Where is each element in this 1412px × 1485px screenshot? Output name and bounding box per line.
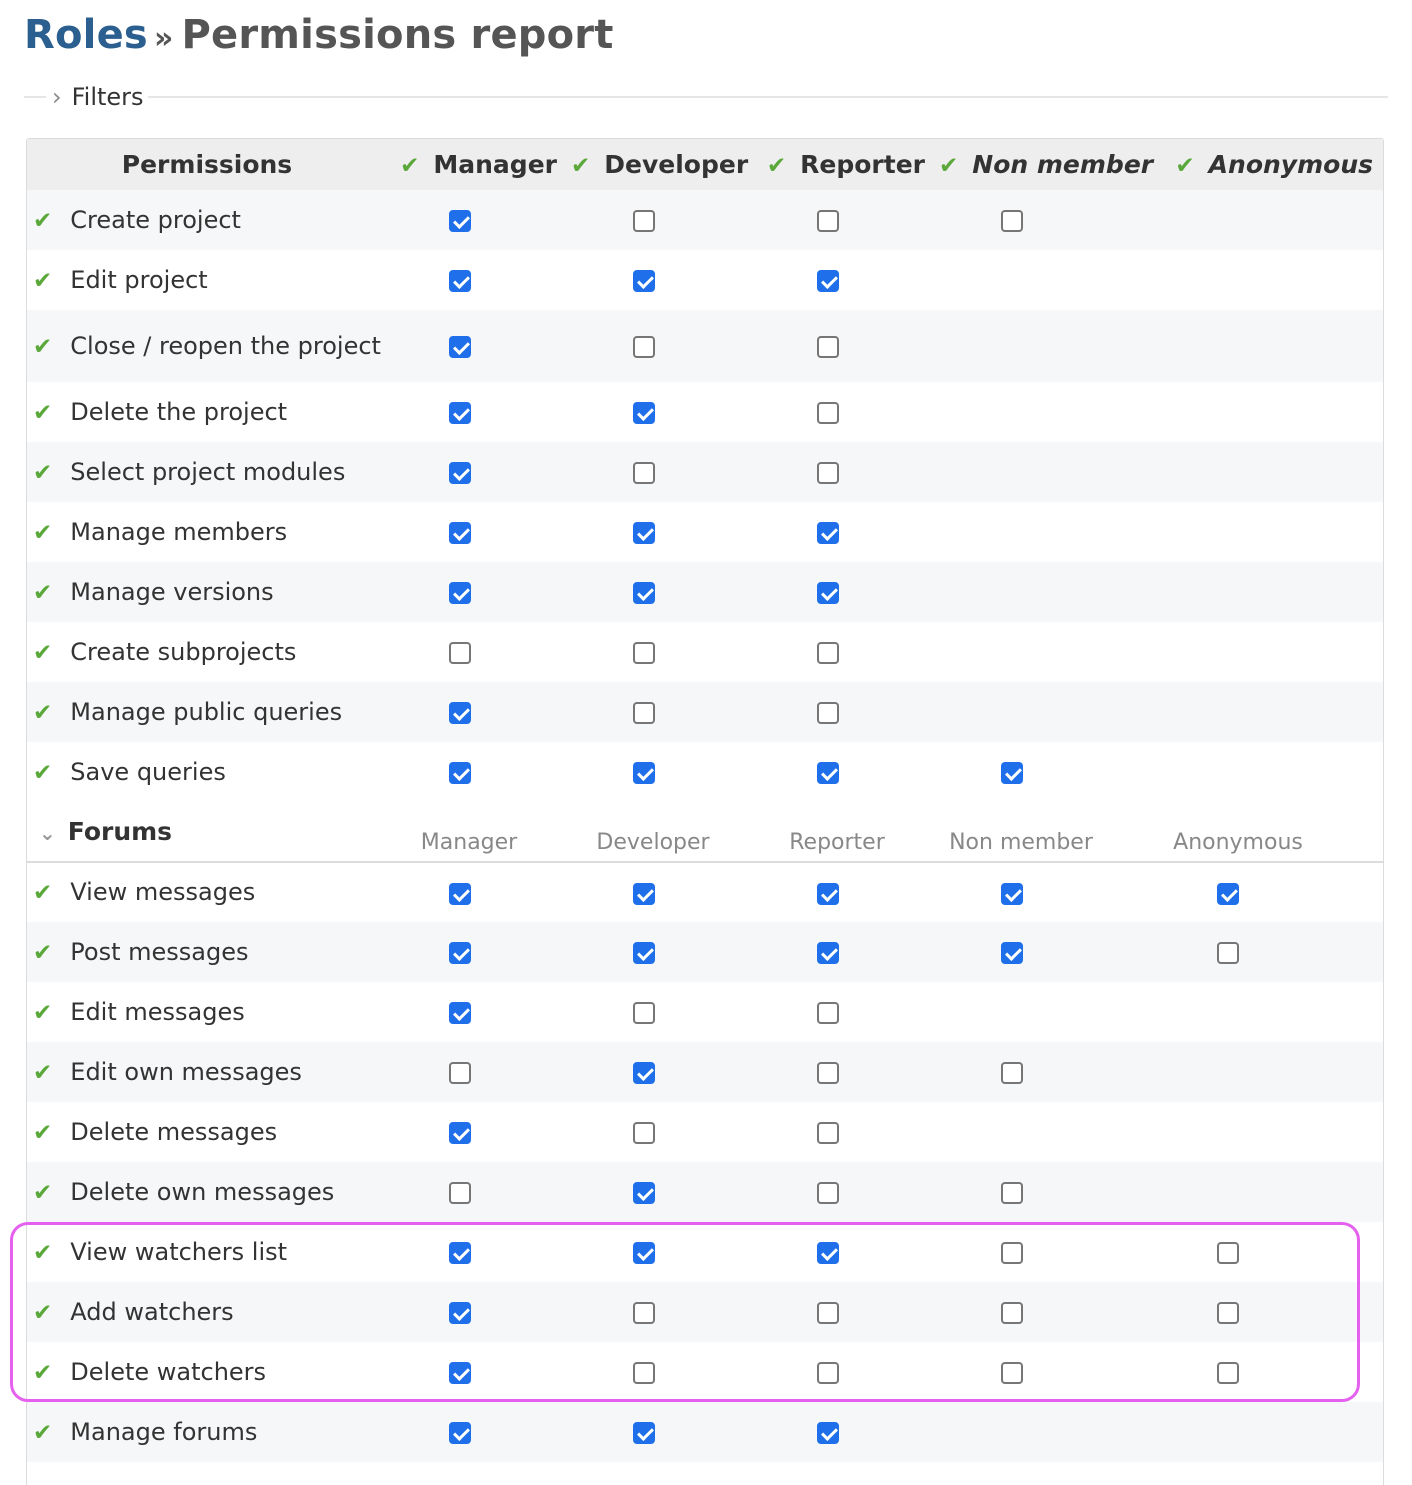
permission-checkbox[interactable]: [817, 942, 839, 964]
permission-label: Delete the project: [70, 397, 288, 426]
permission-cell-developer: [571, 742, 755, 802]
permission-cell-anon: [1123, 742, 1383, 802]
permission-cell-reporter: [755, 562, 939, 622]
table-row: [27, 1222, 1383, 1282]
table-row: [27, 922, 1383, 982]
permission-cell-manager: [387, 502, 571, 562]
check-all-icon[interactable]: ✔: [33, 1179, 53, 1206]
permission-checkbox[interactable]: [633, 1062, 655, 1084]
check-all-icon[interactable]: ✔: [33, 1059, 53, 1086]
permission-name-cell: [27, 442, 387, 502]
permission-checkbox[interactable]: [817, 1122, 839, 1144]
permission-cell-developer: [571, 1222, 755, 1282]
permission-label: Create project: [70, 205, 241, 234]
permission-checkbox[interactable]: [633, 582, 655, 604]
check-all-icon[interactable]: ✔: [33, 1299, 53, 1326]
check-all-icon[interactable]: ✔: [400, 153, 420, 179]
permission-cell-reporter: [755, 382, 939, 442]
permission-name-cell: [27, 982, 387, 1042]
permission-checkbox[interactable]: [633, 1362, 655, 1384]
forums-role-label: Anonymous: [1123, 802, 1383, 862]
permission-label: Add watchers: [70, 1297, 234, 1326]
permission-cell-anon: [1123, 1342, 1383, 1402]
permission-label: Delete watchers: [70, 1357, 267, 1386]
table-row: [27, 382, 1383, 442]
permission-label: Edit own messages: [70, 1057, 302, 1086]
table-row: [27, 862, 1383, 922]
permission-checkbox[interactable]: [817, 522, 839, 544]
permission-checkbox[interactable]: [633, 1122, 655, 1144]
permission-checkbox[interactable]: [817, 582, 839, 604]
forums-role-label: Reporter: [755, 802, 939, 862]
permission-cell-reporter: [755, 310, 939, 382]
permission-cell-anon: [1123, 682, 1383, 742]
check-all-icon[interactable]: ✔: [33, 1419, 53, 1446]
permission-cell-reporter: [755, 922, 939, 982]
permission-cell-developer: [571, 1162, 755, 1222]
check-all-icon[interactable]: ✔: [33, 333, 53, 360]
permission-name-cell: [27, 1282, 387, 1342]
permission-cell-reporter: [755, 442, 939, 502]
permission-cell-developer: [571, 382, 755, 442]
permission-checkbox[interactable]: [633, 1002, 655, 1024]
forums-group-header-body: [27, 802, 1383, 862]
permission-cell-developer: [571, 310, 755, 382]
table-row: [27, 1042, 1383, 1102]
permission-cell-reporter: [755, 1222, 939, 1282]
permission-cell-anon: [1123, 1042, 1383, 1102]
permission-label: Manage public queries: [70, 697, 343, 726]
permission-label: Delete own messages: [70, 1177, 335, 1206]
forum-permissions-body: [27, 862, 1383, 1462]
permission-checkbox[interactable]: [449, 270, 471, 292]
permission-cell-manager: [387, 382, 571, 442]
project-permissions-body: [27, 190, 1383, 802]
permission-name-cell: [27, 382, 387, 442]
permission-checkbox[interactable]: [449, 1302, 471, 1324]
permission-checkbox[interactable]: [449, 582, 471, 604]
permission-checkbox[interactable]: [633, 642, 655, 664]
permission-name-cell: [27, 250, 387, 310]
permission-cell-developer: [571, 682, 755, 742]
permission-cell-reporter: [755, 742, 939, 802]
permission-cell-nonmember: [939, 862, 1123, 922]
permissions-table-container: [26, 138, 1384, 1485]
permission-cell-nonmember: [939, 1402, 1123, 1462]
check-all-icon[interactable]: ✔: [766, 153, 787, 179]
permission-label: Edit project: [70, 265, 208, 294]
filters-divider: [24, 96, 1388, 98]
permission-cell-nonmember: [939, 190, 1123, 250]
permission-checkbox[interactable]: [1001, 1182, 1023, 1204]
permission-cell-manager: [387, 862, 571, 922]
permission-cell-anon: [1123, 862, 1383, 922]
permission-checkbox[interactable]: [817, 1002, 839, 1024]
permission-cell-reporter: [755, 190, 939, 250]
breadcrumb-separator: »: [153, 21, 174, 56]
permission-checkbox[interactable]: [449, 883, 471, 905]
permission-cell-manager: [387, 1162, 571, 1222]
permission-checkbox[interactable]: [817, 1242, 839, 1264]
permission-cell-nonmember: [939, 742, 1123, 802]
permission-cell-nonmember: [939, 922, 1123, 982]
permission-checkbox[interactable]: [633, 1302, 655, 1324]
permission-checkbox[interactable]: [449, 1422, 471, 1444]
permission-checkbox[interactable]: [449, 1242, 471, 1264]
permission-cell-manager: [387, 1222, 571, 1282]
table-row: [27, 250, 1383, 310]
forums-role-label: Developer: [571, 802, 755, 862]
check-all-icon[interactable]: ✔: [939, 153, 959, 179]
permission-cell-nonmember: [939, 1102, 1123, 1162]
permission-checkbox[interactable]: [449, 1002, 471, 1024]
permission-checkbox[interactable]: [817, 210, 839, 232]
permission-checkbox[interactable]: [449, 1362, 471, 1384]
permission-name-cell: [27, 502, 387, 562]
permission-checkbox[interactable]: [817, 270, 839, 292]
permission-cell-developer: [571, 442, 755, 502]
permission-cell-manager: [387, 922, 571, 982]
table-row: [27, 622, 1383, 682]
permission-label: Manage forums: [70, 1417, 258, 1446]
permission-cell-nonmember: [939, 1042, 1123, 1102]
check-all-icon[interactable]: ✔: [33, 639, 53, 666]
role-header-label[interactable]: Non member: [972, 150, 1154, 179]
permission-cell-nonmember: [939, 442, 1123, 502]
table-row: [27, 562, 1383, 622]
permission-checkbox[interactable]: [633, 462, 655, 484]
permission-cell-manager: [387, 1102, 571, 1162]
permission-name-cell: [27, 190, 387, 250]
role-header-label[interactable]: Anonymous: [1208, 150, 1373, 179]
permission-cell-developer: [571, 922, 755, 982]
forums-group-row: [27, 802, 1383, 862]
permission-checkbox[interactable]: [449, 702, 471, 724]
permission-checkbox[interactable]: [1001, 883, 1023, 905]
permission-cell-developer: [571, 622, 755, 682]
page-title-text: Permissions report: [181, 12, 614, 58]
permission-cell-developer: [571, 1342, 755, 1402]
permission-cell-anon: [1123, 1402, 1383, 1462]
permission-cell-reporter: [755, 1342, 939, 1402]
permission-checkbox[interactable]: [633, 1242, 655, 1264]
permission-checkbox[interactable]: [633, 1422, 655, 1444]
permission-name-cell: [27, 1162, 387, 1222]
role-header-manager: [387, 139, 571, 190]
permission-cell-reporter: [755, 682, 939, 742]
permission-label: Save queries: [70, 757, 226, 786]
permission-name-cell: [27, 1102, 387, 1162]
permission-cell-nonmember: [939, 562, 1123, 622]
permission-checkbox[interactable]: [817, 1062, 839, 1084]
check-all-icon[interactable]: ✔: [33, 759, 53, 786]
check-all-icon[interactable]: ✔: [33, 267, 53, 294]
permission-checkbox[interactable]: [633, 336, 655, 358]
table-row: [27, 442, 1383, 502]
role-header-label[interactable]: Reporter: [800, 150, 925, 179]
permission-cell-anon: [1123, 1222, 1383, 1282]
role-header-label[interactable]: Developer: [604, 150, 749, 179]
chevron-right-icon: ›: [52, 83, 62, 111]
check-all-icon[interactable]: ✔: [33, 939, 53, 966]
permission-checkbox[interactable]: [449, 642, 471, 664]
permission-checkbox[interactable]: [633, 883, 655, 905]
check-all-icon[interactable]: ✔: [33, 519, 53, 546]
role-header-label[interactable]: Manager: [433, 150, 557, 179]
chevron-down-icon[interactable]: ⌄: [39, 821, 56, 845]
check-all-icon[interactable]: ✔: [33, 699, 53, 726]
permission-cell-anon: [1123, 562, 1383, 622]
table-row: [27, 310, 1383, 382]
permission-checkbox[interactable]: [1001, 1242, 1023, 1264]
permission-cell-nonmember: [939, 1222, 1123, 1282]
permission-label: Delete messages: [70, 1117, 278, 1146]
table-row: [27, 982, 1383, 1042]
permission-checkbox[interactable]: [1001, 1302, 1023, 1324]
permission-checkbox[interactable]: [449, 762, 471, 784]
permission-label: Post messages: [70, 937, 249, 966]
permission-checkbox[interactable]: [1001, 1362, 1023, 1384]
permission-label: Manage members: [70, 517, 288, 546]
permission-checkbox[interactable]: [1001, 942, 1023, 964]
permission-cell-manager: [387, 310, 571, 382]
permission-name-cell: [27, 1042, 387, 1102]
permission-cell-manager: [387, 1342, 571, 1402]
permission-cell-manager: [387, 1402, 571, 1462]
permission-cell-anon: [1123, 1282, 1383, 1342]
permission-cell-reporter: [755, 1162, 939, 1222]
permission-checkbox[interactable]: [817, 402, 839, 424]
permission-checkbox[interactable]: [817, 336, 839, 358]
permission-label: Manage versions: [70, 577, 274, 606]
table-row: [27, 1282, 1383, 1342]
permission-cell-developer: [571, 862, 755, 922]
permission-cell-anon: [1123, 1162, 1383, 1222]
permission-checkbox[interactable]: [1217, 1302, 1239, 1324]
forums-group-toggle[interactable]: [27, 802, 387, 862]
permission-cell-anon: [1123, 382, 1383, 442]
table-row: [27, 1402, 1383, 1462]
forums-role-label: Non member: [939, 802, 1123, 862]
permission-cell-developer: [571, 502, 755, 562]
permission-checkbox[interactable]: [449, 1062, 471, 1084]
permission-cell-manager: [387, 982, 571, 1042]
permission-cell-reporter: [755, 1282, 939, 1342]
permission-checkbox[interactable]: [449, 210, 471, 232]
role-header-anonymous: [1123, 139, 1383, 190]
permission-checkbox[interactable]: [633, 210, 655, 232]
role-header-developer: [571, 139, 755, 190]
permission-cell-anon: [1123, 502, 1383, 562]
permission-checkbox[interactable]: [633, 702, 655, 724]
permission-cell-anon: [1123, 622, 1383, 682]
permission-cell-anon: [1123, 250, 1383, 310]
forums-group-label: Forums: [67, 817, 173, 846]
permission-cell-nonmember: [939, 382, 1123, 442]
permission-name-cell: [27, 310, 387, 382]
permission-cell-reporter: [755, 982, 939, 1042]
check-all-icon[interactable]: ✔: [33, 207, 53, 234]
permission-cell-anon: [1123, 442, 1383, 502]
permission-cell-anon: [1123, 310, 1383, 382]
table-row: [27, 190, 1383, 250]
permission-cell-reporter: [755, 250, 939, 310]
permission-checkbox[interactable]: [449, 402, 471, 424]
check-all-icon[interactable]: ✔: [33, 579, 53, 606]
permission-cell-nonmember: [939, 982, 1123, 1042]
filters-toggle[interactable]: [46, 82, 148, 112]
permission-cell-developer: [571, 190, 755, 250]
permission-checkbox[interactable]: [817, 702, 839, 724]
permission-name-cell: [27, 1222, 387, 1282]
permission-checkbox[interactable]: [1001, 210, 1023, 232]
permission-cell-reporter: [755, 862, 939, 922]
permission-checkbox[interactable]: [449, 462, 471, 484]
permission-checkbox[interactable]: [633, 942, 655, 964]
permission-cell-manager: [387, 1042, 571, 1102]
permission-cell-manager: [387, 442, 571, 502]
role-header-reporter: [755, 139, 939, 190]
permission-cell-nonmember: [939, 1282, 1123, 1342]
permission-cell-nonmember: [939, 250, 1123, 310]
permission-cell-developer: [571, 1282, 755, 1342]
table-row: [27, 502, 1383, 562]
permission-cell-reporter: [755, 1042, 939, 1102]
permission-cell-developer: [571, 1102, 755, 1162]
permission-cell-manager: [387, 622, 571, 682]
permission-checkbox[interactable]: [817, 1182, 839, 1204]
permission-checkbox[interactable]: [817, 1302, 839, 1324]
table-row: [27, 682, 1383, 742]
table-row: [27, 742, 1383, 802]
permission-name-cell: [27, 862, 387, 922]
permission-checkbox[interactable]: [1001, 1062, 1023, 1084]
permission-checkbox[interactable]: [1217, 1242, 1239, 1264]
check-all-icon[interactable]: ✔: [33, 1119, 53, 1146]
permission-checkbox[interactable]: [449, 1182, 471, 1204]
permission-cell-anon: [1123, 922, 1383, 982]
permission-label: Edit messages: [70, 997, 245, 1026]
filters-fieldset: [24, 82, 1388, 112]
permission-cell-manager: [387, 1282, 571, 1342]
filters-label: Filters: [71, 83, 144, 111]
permission-checkbox[interactable]: [1217, 942, 1239, 964]
permission-label: Create subprojects: [70, 637, 297, 666]
permission-name-cell: [27, 622, 387, 682]
table-row: [27, 1102, 1383, 1162]
permission-checkbox[interactable]: [633, 762, 655, 784]
permission-cell-developer: [571, 1402, 755, 1462]
permission-cell-reporter: [755, 502, 939, 562]
permission-label: Close / reopen the project: [70, 331, 381, 360]
permission-checkbox[interactable]: [1001, 762, 1023, 784]
permission-cell-anon: [1123, 982, 1383, 1042]
permission-name-cell: [27, 922, 387, 982]
permission-checkbox[interactable]: [633, 1182, 655, 1204]
check-all-icon[interactable]: ✔: [33, 999, 53, 1026]
permission-cell-developer: [571, 982, 755, 1042]
permission-cell-manager: [387, 682, 571, 742]
permission-cell-anon: [1123, 1102, 1383, 1162]
page-title: [24, 12, 614, 58]
permission-label: View messages: [70, 878, 256, 906]
check-all-icon[interactable]: ✔: [1175, 153, 1195, 179]
permission-cell-nonmember: [939, 502, 1123, 562]
permission-cell-manager: [387, 742, 571, 802]
table-row: [27, 1162, 1383, 1222]
permission-cell-nonmember: [939, 1162, 1123, 1222]
permission-label: Select project modules: [70, 457, 346, 486]
permission-checkbox[interactable]: [1217, 1362, 1239, 1384]
permission-checkbox[interactable]: [817, 462, 839, 484]
permission-checkbox[interactable]: [817, 883, 839, 905]
permission-cell-anon: [1123, 190, 1383, 250]
check-all-icon[interactable]: ✔: [33, 880, 53, 906]
permission-checkbox[interactable]: [449, 1122, 471, 1144]
permission-checkbox[interactable]: [449, 522, 471, 544]
permission-checkbox[interactable]: [817, 642, 839, 664]
permission-checkbox[interactable]: [817, 1362, 839, 1384]
check-all-icon[interactable]: ✔: [33, 399, 53, 426]
permission-cell-manager: [387, 190, 571, 250]
permission-name-cell: [27, 742, 387, 802]
table-row: [27, 1342, 1383, 1402]
permissions-column-header: Permissions: [121, 150, 293, 179]
permission-name-cell: [27, 682, 387, 742]
permission-cell-nonmember: [939, 682, 1123, 742]
permissions-table: [27, 139, 1383, 1462]
check-all-icon[interactable]: ✔: [33, 459, 53, 486]
permission-checkbox[interactable]: [633, 522, 655, 544]
permission-checkbox[interactable]: [817, 1422, 839, 1444]
permission-checkbox[interactable]: [633, 270, 655, 292]
permission-cell-reporter: [755, 622, 939, 682]
permission-cell-developer: [571, 562, 755, 622]
permission-cell-reporter: [755, 1402, 939, 1462]
permission-name-cell: [27, 1402, 387, 1462]
permission-cell-nonmember: [939, 622, 1123, 682]
forums-role-label: Manager: [387, 802, 571, 862]
table-header-row: [27, 139, 1383, 190]
permission-checkbox[interactable]: [449, 336, 471, 358]
permission-cell-nonmember: [939, 310, 1123, 382]
role-header-non-member: [939, 139, 1154, 190]
check-all-icon[interactable]: ✔: [33, 1239, 53, 1266]
permission-cell-developer: [571, 1042, 755, 1102]
permission-checkbox[interactable]: [1217, 883, 1239, 905]
permission-cell-reporter: [755, 1102, 939, 1162]
permission-checkbox[interactable]: [817, 762, 839, 784]
permission-cell-manager: [387, 250, 571, 310]
breadcrumb-roles-link[interactable]: Roles: [24, 12, 148, 58]
permission-name-cell: [27, 562, 387, 622]
permission-checkbox[interactable]: [633, 402, 655, 424]
permission-checkbox[interactable]: [449, 942, 471, 964]
permission-label: View watchers list: [70, 1237, 288, 1266]
check-all-icon[interactable]: ✔: [33, 1359, 53, 1386]
permission-cell-nonmember: [939, 1342, 1123, 1402]
check-all-icon[interactable]: ✔: [571, 153, 591, 179]
permission-name-cell: [27, 1342, 387, 1402]
permission-cell-manager: [387, 562, 571, 622]
permission-cell-developer: [571, 250, 755, 310]
